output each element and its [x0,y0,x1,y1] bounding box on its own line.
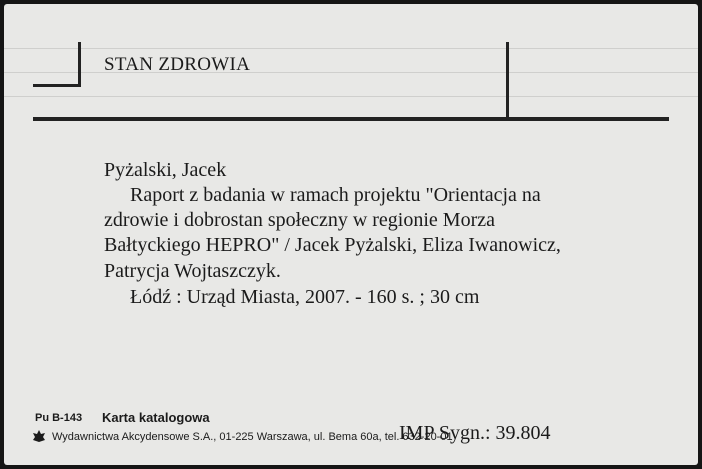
heading-rule [33,117,669,121]
imprint-line: Łódź : Urząd Miasta, 2007. - 160 s. ; 30 cm [130,286,480,308]
shelfmark: IMP Sygn.: 39.804 [399,422,551,444]
heading-divider [506,42,509,120]
author-line: Pyżalski, Jacek [104,159,227,181]
title-line-4: Patrycja Wojtaszczyk. [104,260,281,282]
printer-info: Wydawnictwa Akcydensowe S.A., 01-225 Warszawa, ul. Bema 60a, tel. 632-20-01 [52,431,453,443]
corner-mark-vertical [78,42,81,87]
ruled-line [4,96,698,97]
corner-mark-horizontal [33,84,81,87]
title-line-1: Raport z badania w ramach projektu "Orientacja na [130,184,541,206]
form-title: Karta katalogowa [102,410,210,425]
printer-logo-icon [32,429,46,443]
title-line-3: Bałtyckiego HEPRO" / Jacek Pyżalski, Eliza Iwanowicz, [104,234,561,256]
title-line-2: zdrowie i dobrostan społeczny w regionie Morza [104,209,495,231]
ruled-line [4,48,698,49]
form-code: Pu B-143 [35,412,83,424]
subject-heading: STAN ZDROWIA [104,54,251,75]
catalog-card [4,4,698,465]
